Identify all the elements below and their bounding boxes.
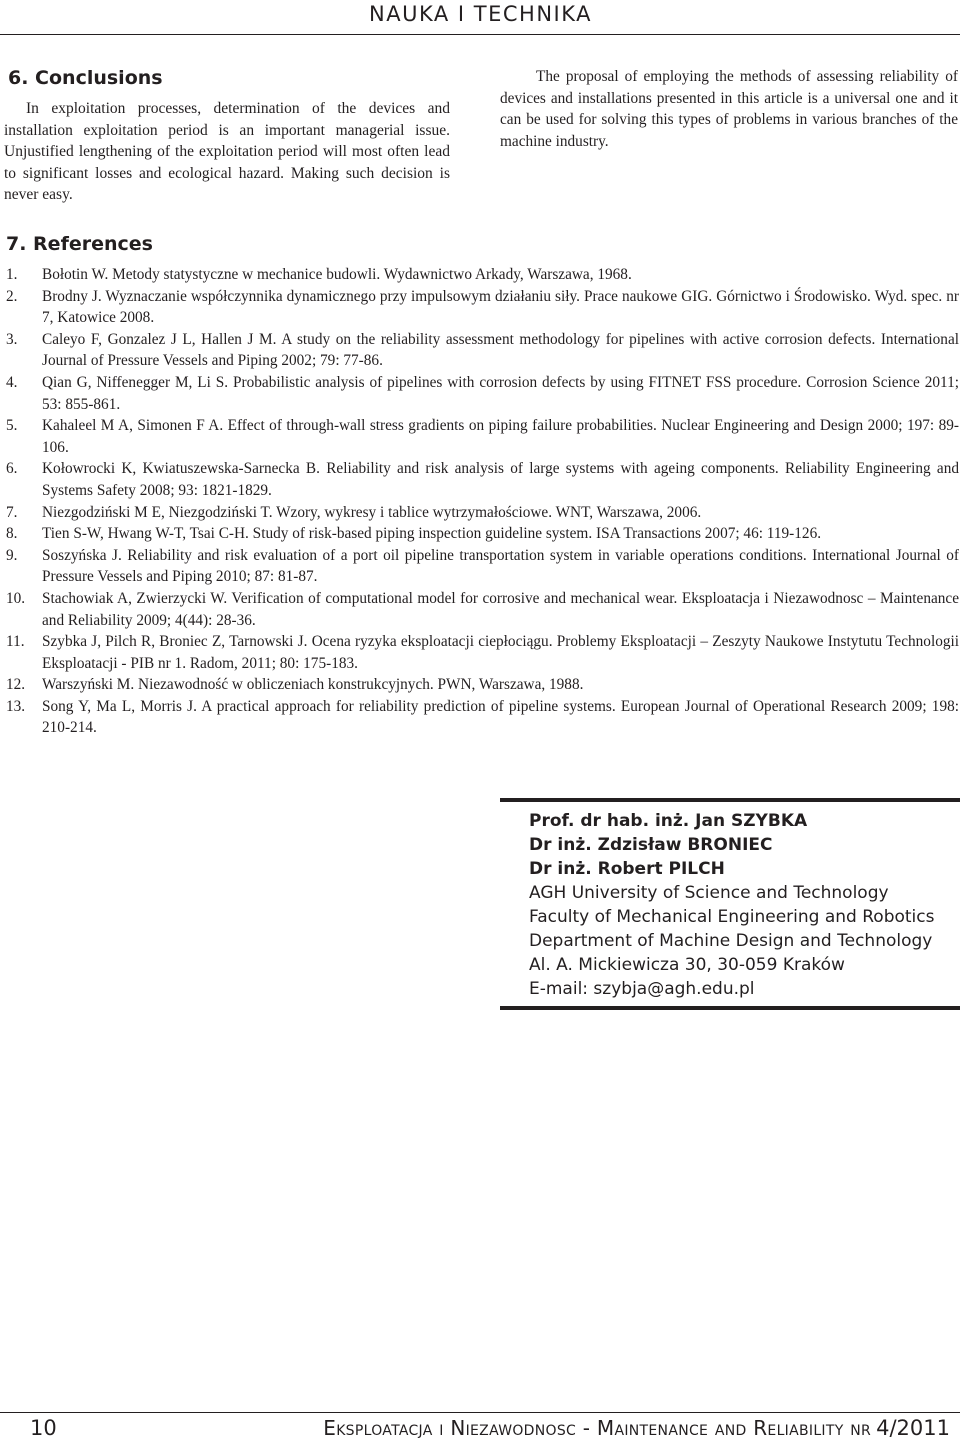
reference-number: 1.	[6, 266, 18, 283]
reference-number: 5.	[6, 417, 18, 435]
reference-number: 11.	[6, 633, 25, 651]
conclusions-right-column	[500, 66, 958, 152]
author-name: Prof. dr hab. inż. Jan SZYBKA	[529, 811, 808, 831]
faculty: Faculty of Mechanical Engineering and Robotics	[529, 907, 935, 927]
reference-number: 12.	[6, 676, 26, 694]
issue-number: 4/2011	[876, 1416, 950, 1440]
reference-text: Brodny J. Wyznaczanie współczynnika dynamicznego przy impulsowym działaniu siły. Prace naukowe GIG. Górnictwo i Środowisko. Wyd. spec. nr 7, Katowice 2008.	[42, 287, 959, 327]
reference-text: Szybka J, Pilch R, Broniec Z, Tarnowski J. Ocena ryzyka eksploatacji ciepłociągu. Problemy Eksploatacji – Zeszyty Naukowe Instytutu Technologii Eksploatacji - PIB nr 1. Radom, 2011; 80: 175-183.	[42, 633, 959, 672]
reference-item	[6, 696, 959, 739]
reference-number: 4.	[6, 373, 18, 391]
author-affiliation-box	[500, 798, 960, 1010]
reference-text: Niezgodziński M E, Niezgodziński T. Wzory, wykresy i tablice wytrzymałościowe. WNT, Warszawa, 2006.	[42, 503, 702, 521]
reference-text: Bołotin W. Metody statystyczne w mechanice budowli. Wydawnictwo Arkady, Warszawa, 1968.	[42, 266, 632, 283]
reference-item	[6, 523, 959, 545]
conclusions-paragraph-left: In exploitation processes, determination of the devices and installation exploitation period is an important managerial issue. Unjustified lengthening of the exploitation period will most often lead to significant losses and ecological hazard. Making such decision is never easy.	[4, 100, 450, 204]
conclusions-heading: 6. Conclusions	[8, 67, 163, 89]
reference-number: 6.	[6, 460, 18, 478]
reference-text: Tien S-W, Hwang W-T, Tsai C-H. Study of risk-based piping inspection guideline system. ISA Transactions 2007; 46: 119-126.	[42, 525, 822, 543]
conclusions-left-column	[4, 66, 450, 206]
footer-rule	[0, 1412, 960, 1413]
reference-text: Caleyo F, Gonzalez J L, Hallen J M. A study on the reliability assessment methodology for pipelines with active corrosion defects. International Journal of Pressure Vessels and Piping 2002; 79: 77-86.	[42, 330, 959, 370]
reference-number: 8.	[6, 525, 18, 543]
header-rule	[0, 34, 960, 35]
institution: AGH University of Science and Technology	[529, 883, 889, 903]
reference-item	[6, 588, 959, 631]
journal-name: Eksploatacja i Niezawodnosc - Maintenance and Reliability nr	[323, 1416, 872, 1440]
journal-footer	[323, 1416, 950, 1440]
reference-text: Warszyński M. Niezawodność w obliczeniach konstrukcyjnych. PWN, Warszawa, 1988.	[42, 676, 584, 694]
reference-number: 13.	[6, 697, 26, 715]
reference-item	[6, 264, 959, 286]
reference-text: Kołowrocki K, Kwiatuszewska-Sarnecka B. Reliability and risk analysis of large systems with ageing components. Reliability Engineering and Systems Safety 2008; 93: 1821-1829.	[42, 460, 959, 499]
conclusions-paragraph-right: The proposal of employing the methods of assessing reliability of devices and installations presented in this article is a universal one and it can be used for solving this types of problems in various branches of the machine industry.	[500, 68, 958, 150]
references-heading: 7. References	[6, 233, 153, 255]
reference-number: 10.	[6, 589, 26, 607]
reference-item	[6, 372, 959, 415]
reference-item	[6, 286, 959, 329]
reference-item	[6, 631, 959, 674]
email: E-mail: szybja@agh.edu.pl	[529, 979, 755, 999]
reference-item	[6, 674, 959, 696]
reference-item	[6, 415, 959, 458]
author-name: Dr inż. Robert PILCH	[529, 859, 725, 879]
reference-text: Qian G, Niffenegger M, Li S. Probabilistic analysis of pipelines with corrosion defects by using FITNET FSS procedure. Corrosion Science 2011; 53: 855-861.	[42, 373, 959, 413]
reference-item	[6, 458, 959, 501]
author-name: Dr inż. Zdzisław BRONIEC	[529, 835, 773, 855]
reference-text: Song Y, Ma L, Morris J. A practical approach for reliability prediction of pipeline systems. European Journal of Operational Research 2009; 198: 210-214.	[42, 697, 959, 737]
reference-text: Kahaleel M A, Simonen F A. Effect of through-wall stress gradients on piping failure probabilities. Nuclear Engineering and Design 2000; 197: 89-106.	[42, 417, 959, 456]
page-number: 10	[30, 1416, 57, 1440]
reference-text: Soszyńska J. Reliability and risk evaluation of a port oil pipeline transportation system in variable operations conditions. International Journal of Pressure Vessels and Piping 2010; 87: 81-87.	[42, 546, 959, 586]
reference-number: 7.	[6, 503, 18, 521]
reference-number: 9.	[6, 546, 18, 564]
reference-text: Stachowiak A, Zwierzycki W. Verification of computational model for corrosive and mechanical wear. Eksploatacja i Niezawodnosc – Maintenance and Reliability 2009; 4(44): 28-36.	[42, 589, 959, 629]
reference-number: 3.	[6, 330, 18, 348]
reference-list	[6, 264, 959, 739]
address: Al. A. Mickiewicza 30, 30-059 Kraków	[529, 955, 845, 975]
references-section	[6, 232, 959, 739]
reference-item	[6, 329, 959, 372]
reference-item	[6, 545, 959, 588]
reference-number: 2.	[6, 287, 18, 305]
running-title: NAUKA I TECHNIKA	[369, 2, 592, 26]
department: Department of Machine Design and Technology	[529, 931, 933, 951]
reference-item	[6, 502, 959, 524]
